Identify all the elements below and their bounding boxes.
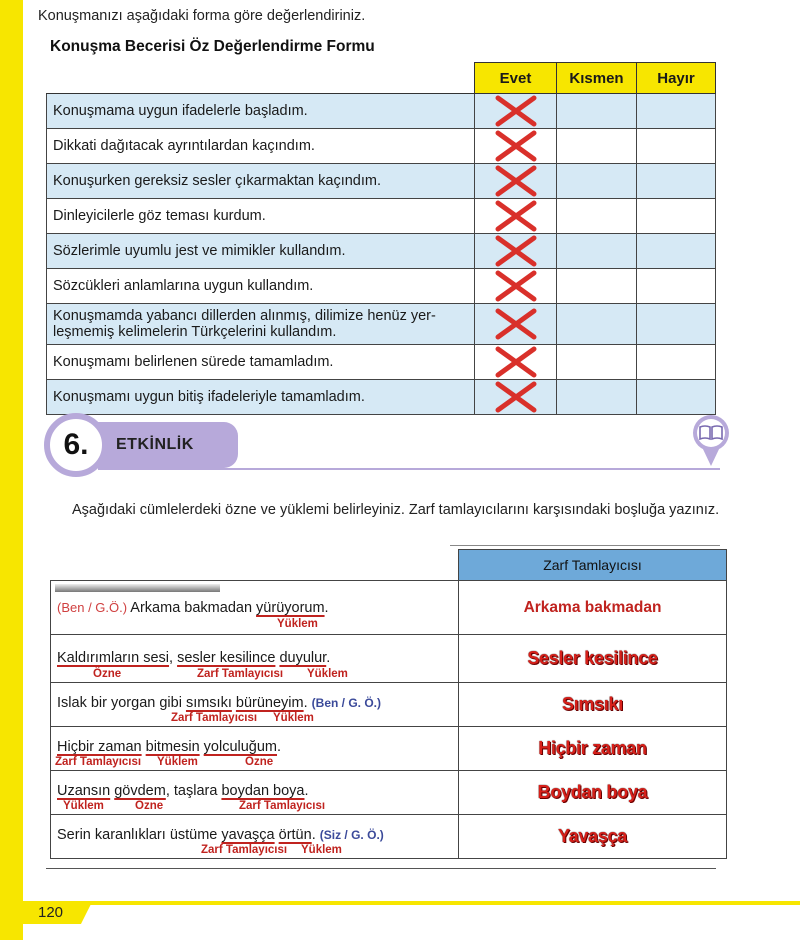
sentence-row (51, 815, 727, 859)
eval-row (47, 269, 716, 304)
sentence-row (51, 727, 727, 771)
activity-number-badge (44, 413, 108, 477)
eval-row (47, 94, 716, 129)
red-x-mark-icon (492, 269, 540, 303)
evet-cell (475, 94, 557, 129)
header-zarf-tamlayicisi: Zarf Tamlayıcısı (459, 550, 727, 581)
eval-row (47, 345, 716, 380)
scan-artifact (55, 584, 220, 592)
red-x-mark-icon (492, 234, 540, 268)
label-ozne: Özne (93, 668, 122, 680)
eval-item: Dikkati dağıtacak ayrıntılardan kaçındım. (47, 129, 475, 164)
evet-cell (475, 304, 557, 345)
activity-number: 6. (63, 428, 89, 461)
sentence-row (51, 581, 727, 635)
label-zarf-tamlayicisi: Zarf Tamlayıcısı (239, 800, 326, 812)
eval-item: Konuşmamı belirlenen sürede tamamladım. (47, 345, 475, 380)
label-zarf-tamlayicisi: Zarf Tamlayıcısı (197, 668, 284, 680)
evet-cell (475, 129, 557, 164)
eval-item: Sözcükleri anlamlarına uygun kullandım. (47, 269, 475, 304)
answer-cell: Sesler kesilince (459, 635, 727, 683)
sentence-text: Serin karanlıkları üstüme yavaşça örtün. (Siz / G. Ö.) (57, 827, 384, 843)
label-ozne: Özne (135, 800, 164, 812)
eval-item: Konuşmama uygun ifadelerle başladım. (47, 94, 475, 129)
label-yuklem: Yüklem (301, 844, 342, 856)
label-zarf-tamlayicisi: Zarf Tamlayıcısı (171, 712, 258, 724)
self-evaluation-table (46, 62, 716, 415)
open-book-icon (690, 414, 732, 468)
answer-cell: Arkama bakmadan (459, 581, 727, 635)
activity-divider (98, 468, 720, 470)
answer-cell: Boydan boya (459, 771, 727, 815)
label-yuklem: Yüklem (63, 800, 104, 812)
sentence-text: Islak bir yorgan gibi sımsıkı bürüneyim. (Ben / G. Ö.) (57, 695, 382, 711)
eval-item: Konuşmamı uygun bitiş ifadeleriyle tamamladım. (47, 380, 475, 415)
evet-cell (475, 234, 557, 269)
sentence-text: Kaldırımların sesi, sesler kesilince duyulur. (57, 650, 331, 666)
intro-text: Konuşmanızı aşağıdaki forma göre değerlendiriniz. (38, 8, 366, 24)
label-yuklem: Yüklem (157, 756, 198, 768)
sentence-text: Uzansın gövdem, taşlara boydan boya. (57, 783, 309, 799)
red-x-mark-icon (492, 129, 540, 163)
eval-row (47, 129, 716, 164)
header-hayir: Hayır (637, 63, 716, 94)
eval-item: Sözlerimle uyumlu jest ve mimikler kullandım. (47, 234, 475, 269)
eval-row (47, 234, 716, 269)
label-zarf-tamlayicisi: Zarf Tamlayıcısı (55, 756, 142, 768)
label-zarf-tamlayicisi: Zarf Tamlayıcısı (201, 844, 288, 856)
form-title: Konuşma Becerisi Öz Değerlendirme Formu (50, 38, 375, 55)
sentence-row (51, 635, 727, 683)
red-x-mark-icon (492, 199, 540, 233)
answer-cell: Hiçbir zaman (459, 727, 727, 771)
sentence-text: Hiçbir zaman bitmesin yolculuğum. (57, 739, 282, 755)
red-x-mark-icon (492, 345, 540, 379)
label-yuklem: Yüklem (307, 668, 348, 680)
eval-item: Konuşmamda yabancı dillerden alınmış, dilimize henüz yer- leşmemiş kelimelerin Türkçelerini kullandım. (47, 304, 475, 345)
sentence-row (51, 771, 727, 815)
evet-cell (475, 269, 557, 304)
eval-item: Konuşurken gereksiz sesler çıkarmaktan kaçındım. (47, 164, 475, 199)
label-yuklem: Yüklem (277, 618, 318, 630)
activity-instruction: Aşağıdaki cümlelerdeki özne ve yüklemi belirleyiniz. Zarf tamlayıcılarını karşısındaki boşluğa yazınız. (72, 502, 720, 518)
activity-title: ETKİNLİK (116, 436, 194, 453)
sentence-analysis-table (50, 549, 727, 859)
page-footer (0, 896, 800, 940)
sentence-text: (Ben / G.Ö.) Arkama bakmadan yürüyorum. (57, 600, 329, 616)
evet-cell (475, 345, 557, 380)
header-kismen: Kısmen (557, 63, 637, 94)
red-x-mark-icon (492, 164, 540, 198)
red-x-mark-icon (492, 380, 540, 414)
label-yuklem: Yüklem (273, 712, 314, 724)
red-x-mark-icon (492, 307, 540, 341)
header-evet: Evet (475, 63, 557, 94)
label-ozne: Özne (245, 756, 274, 768)
eval-row (47, 199, 716, 234)
eval-row (47, 304, 716, 345)
evet-cell (475, 164, 557, 199)
eval-item: Dinleyicilerle göz teması kurdum. (47, 199, 475, 234)
yellow-sidebar (0, 0, 23, 940)
sentence-row (51, 683, 727, 727)
eval-row (47, 164, 716, 199)
eval-row (47, 380, 716, 415)
evet-cell (475, 380, 557, 415)
answer-cell: Yavaşça (459, 815, 727, 859)
page-number: 120 (38, 904, 64, 921)
evet-cell (475, 199, 557, 234)
answer-cell: Sımsıkı (459, 683, 727, 727)
red-x-mark-icon (492, 94, 540, 128)
